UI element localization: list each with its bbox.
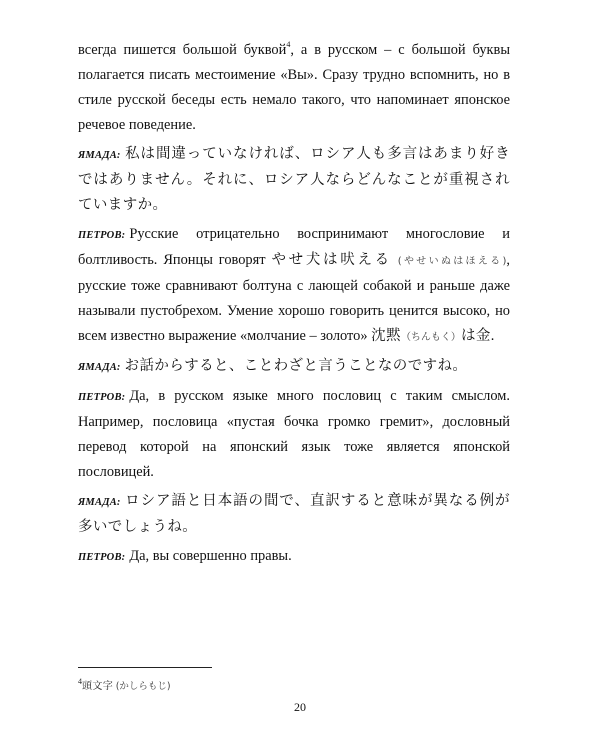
intro-text-end: , а в русском – с большой буквы полагается писать местоимение «Вы». Сразу трудно вспомнить, но в стиле русской беседы есть немало такого, что напоминает японское речевое поведение.: [78, 42, 510, 133]
paragraph-intro: [78, 38, 510, 138]
footnote-term: 頭文字: [82, 681, 114, 692]
proverb-reading: (やせいぬはほえる): [397, 256, 507, 267]
dialogue-line-yamada-1: [78, 142, 510, 218]
dialogue-line-petrov-2: [78, 384, 510, 485]
dialogue-line-petrov-1: [78, 222, 510, 350]
footnote-marker: 4: [286, 40, 291, 50]
dialogue-line-yamada-3: [78, 489, 510, 540]
speaker-label: ЯМАДА:: [78, 497, 121, 508]
word-reading: （ちんもく）: [400, 332, 461, 343]
dialogue-text: .: [490, 328, 495, 344]
intro-text-start: всегда пишется большой буквой: [78, 42, 287, 58]
footnote-number: 4: [78, 676, 82, 686]
speaker-label: ПЕТРОВ:: [78, 392, 126, 403]
japanese-word: は金: [460, 328, 491, 344]
footnote-reading: (かしらもじ): [115, 681, 171, 692]
speaker-label: ПЕТРОВ:: [78, 552, 126, 563]
dialogue-line-yamada-2: [78, 354, 510, 380]
dialogue-text: , русские тоже сравнивают болтуна с лающей собакой и раньше даже называли пустобрехом. Умение хорошо говорить ценится высоко, но всем известно выражение «молчание – золото»: [78, 252, 510, 344]
footnote: [78, 677, 171, 692]
page-number: 20: [294, 700, 306, 714]
dialogue-text: お話からすると、ことわざと言うことなのですね。: [124, 358, 468, 374]
dialogue-line-petrov-3: [78, 544, 510, 570]
speaker-label: ЯМАДА:: [78, 150, 121, 161]
dialogue-text: 私は間違っていなければ、ロシア人も多言はあまり好きではありません。それに、ロシア人ならどんなことが重視されていますか。: [78, 146, 510, 213]
speaker-label: ЯМАДА:: [78, 362, 121, 373]
speaker-label: ПЕТРОВ:: [78, 230, 126, 241]
japanese-proverb: やせ犬は吠える: [271, 252, 392, 268]
main-text: [78, 38, 510, 574]
dialogue-text: Да, в русском языке много пословиц с таким смыслом. Например, пословица «пустая бочка громко гремит», дословный перевод которой на японский язык тоже является японской пословицей.: [78, 388, 510, 480]
footnote-divider: [78, 667, 212, 668]
japanese-word: 沈黙: [371, 328, 401, 344]
dialogue-text: ロシア語と日本語の間で、直訳すると意味が異なる例が多いでしょうね。: [78, 493, 510, 535]
dialogue-text: Да, вы совершенно правы.: [129, 548, 292, 564]
dialogue-text: Русские отрицательно воспринимают многословие и болтливость. Японцы говорят: [78, 226, 510, 268]
